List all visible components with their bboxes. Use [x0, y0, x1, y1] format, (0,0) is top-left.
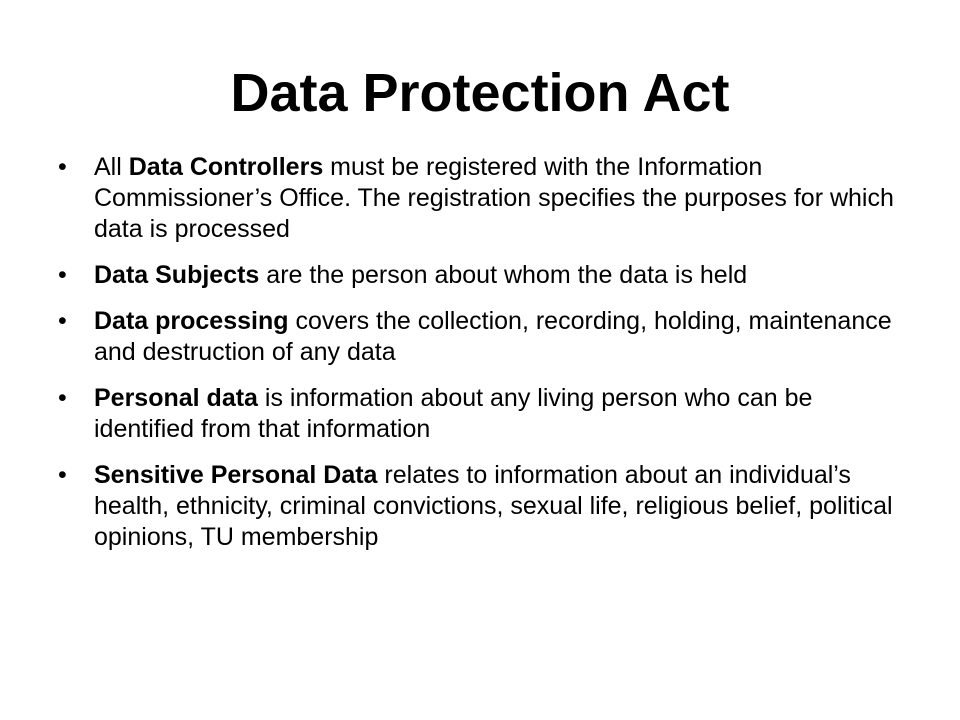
slide-title: Data Protection Act: [230, 63, 730, 123]
bullet-item: [58, 383, 908, 445]
bullet-term: Data Subjects: [94, 261, 260, 289]
bullet-list: [58, 152, 908, 568]
bullet-dot-icon: •: [58, 307, 67, 335]
bullet-item: [58, 260, 908, 291]
bullet-dot-icon: •: [58, 153, 67, 181]
bullet-prefix: All: [94, 153, 129, 181]
bullet-dot-icon: •: [58, 461, 67, 489]
bullet-item: [58, 152, 908, 245]
bullet-term: Data Controllers: [128, 153, 324, 181]
bullet-term: Sensitive Personal Data: [94, 461, 378, 489]
bullet-term: Data processing: [94, 307, 289, 335]
bullet-dot-icon: •: [58, 384, 67, 412]
bullet-item: [58, 460, 908, 553]
bullet-item: [58, 306, 908, 368]
bullet-text: relates to information about an individual’s health, ethnicity, criminal convictions, sexual life, religious belief, political opinions, TU membership: [94, 461, 893, 551]
bullet-term: Personal data: [94, 384, 258, 412]
bullet-text: must be registered with the Information Commissioner’s Office. The registration specifies the purposes for which data is processed: [94, 153, 894, 243]
bullet-text: covers the collection, recording, holding, maintenance and destruction of any data: [94, 307, 892, 366]
bullet-text: are the person about whom the data is held: [259, 261, 748, 289]
bullet-dot-icon: •: [58, 261, 67, 289]
bullet-text: is information about any living person who can be identified from that information: [94, 384, 813, 443]
